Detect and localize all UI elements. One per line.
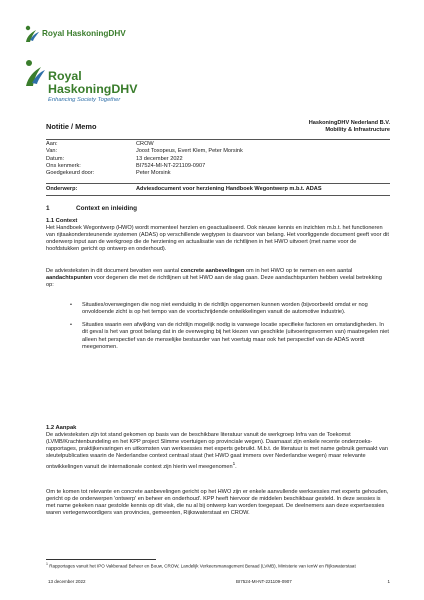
meta-value: CROW [136,141,154,147]
meta-key: Ons kenmerk: [46,162,81,169]
meta-row [46,148,390,155]
company-block [309,120,390,135]
memo-meta [46,141,390,177]
logo-emblem-icon [24,58,46,88]
meta-value: 13 december 2022 [136,155,183,162]
header-rule [46,139,390,140]
meta-key: Van: [46,148,58,155]
subject-value: Adviesdocument voor herziening Handboek Wegontwerp m.b.t. ADAS [136,186,322,192]
text-run: De adviesteksten zijn tot stand gekomen op basis van de beschikbare literatuur vanuit de werkgroep Infra van de Toekomst (LVMB/Krachtenbundeling en het KPP project Slimme voertuigen op provinciale wegen). Daarnaast zijn enkele recente onderzoeks-rapportages, praktijkervaringen en uitkomsten van werksessies met experts gebruikt. M.b.t. de literatuur is met name gebruik gemaakt van sleutelpublicaties waarin de Nederlandse context centraal staat (het HWO gaat immers over Nederlandse wegen) maar relevante ontwikkelingen vanuit de internationale context zijn hierin wel meegenomen [46,432,388,470]
emphasis-concrete-recommendations: concrete aanbevelingen [180,268,245,274]
footnote-rule [46,559,156,560]
subject-rule [46,195,390,196]
logo-small-name: Royal HaskoningDHV [42,29,126,38]
text-run: . [235,463,237,470]
bullet-icon: • [70,322,72,329]
footnote [46,562,390,569]
footer-date: 13 december 2022 [48,579,86,584]
paragraph-context: Het Handboek Wegontwerp (HWO) wordt momenteel herzien en geactualiseerd. Ook nieuwe kennis en inzichten m.b.t. het functioneren van rijtaakondersteunende systemen (ADAS) op verschillende wegtypen is daarvoor van belang. Het voorliggende document geeft voor dit onderwerp input aan de werkgroep die de herziening en actualisatie van de richtlijnen in het HWO uitvoert (met name voor de hoofdstukken gericht op ontwerp en onderhoud). [46,225,389,253]
text-run: voor degenen die met de richtlijnen uit het HWO aan de slag gaan. Deze aandachtspunten hebben veelal betrekking op: [46,275,382,289]
bullet-list [70,302,390,357]
list-item-text: Situaties waarin een afwijking van de richtlijn mogelijk nodig is vanwege locatie specifieke factoren en omstandigheden. In dit geval is het van groot belang dat in de overweging bij het kiezen van geschikte (uitvoeringsvormen van) maatregelen niet alleen het perspectief van de menselijke bestuurder van het voertuig maar ook het perspectief van de ADAS wordt meegenomen. [82,322,389,350]
text-run: De adviesteksten in dit document bevatten een aantal [46,268,181,274]
logo-small [24,24,126,44]
subject-row [46,186,390,193]
logo-large-name-line2: HaskoningDHV [48,82,138,97]
section-number: 1 [46,205,50,212]
list-item-text: Situaties/overwegingen die nog niet eenduidig in de richtlijn opgenomen kunnen worden (bijvoorbeeld omdat er nog onvoldoende zicht is op het tempo van de voortschrijdende ontwikkelingen vanuit de automotive industrie). [82,302,368,316]
footnote-ref: 1 [232,460,236,466]
logo-emblem-icon [24,24,40,44]
meta-value: Peter Morsink [136,170,171,177]
page-footer [46,579,390,585]
section-heading [46,205,137,213]
bullet-icon: • [70,302,72,308]
footnote-text: Rapportages vanuit het IPO Vakberaad Beheer en Bouw, CROW, Landelijk Verkeersmanagement Beraad (LVMB), Ministerie van IenW en Rijkswaterstaat [47,563,356,569]
list-item [70,302,390,316]
company-name: HaskoningDHV Nederland B.V. [308,120,390,126]
company-division: Mobility & Infrastructure [325,127,390,134]
subsection-heading-context: 1.1 Context [46,218,78,224]
logo-large [24,58,138,103]
footer-reference: BI7524-MI-NT-221109-0907 [236,579,292,584]
paragraph-expert-sessions: Om te komen tot relevante en concrete aanbevelingen gericht op het HWO zijn er enkele aanvullende werksessies met experts gehouden, gericht op de onderwerpen 'ontwerp' en beheer en onderhoud'. KPP heeft hiervoor de middelen beschikbaar gesteld. In deze sessies is met name gekeken naar gestolde kennis op dit vlak, die nu al bij ontwerp kan worden toegepast. De deelnemers aan deze expertsessies waren vertegenwoordigers van provincies, gemeenten, Rijkswaterstaat en CROW. [46,489,389,517]
subsection-heading-approach: 1.2 Aanpak [46,425,77,431]
meta-row [46,170,390,177]
list-item [70,322,390,351]
emphasis-attention-points: aandachtspunten [46,275,93,282]
logo-tagline: Enhancing Society Together [48,97,121,104]
footnote-number: 1 [46,562,48,566]
page-number: 1 [387,579,390,584]
subject-key: Onderwerp: [46,186,78,192]
logo-large-name-line1: Royal [48,69,82,83]
section-title: Context en inleiding [76,205,138,212]
meta-value: Joost Toxopeus, Evert Klem, Peter Morsink [136,148,243,155]
paragraph-recommendations [46,268,390,289]
document-type: Notitie / Memo [46,122,97,131]
meta-key: Goedgekeurd door: [46,170,95,177]
meta-key: Aan: [46,141,58,147]
text-run: om in het HWO op te nemen en een aantal [244,268,353,274]
meta-value: BI7524-MI-NT-221109-0907 [136,162,206,169]
meta-row [46,141,390,148]
paragraph-approach [46,432,390,471]
meta-row [46,163,390,170]
meta-key: Datum: [46,155,65,162]
meta-rule [46,183,390,184]
meta-row [46,156,390,163]
